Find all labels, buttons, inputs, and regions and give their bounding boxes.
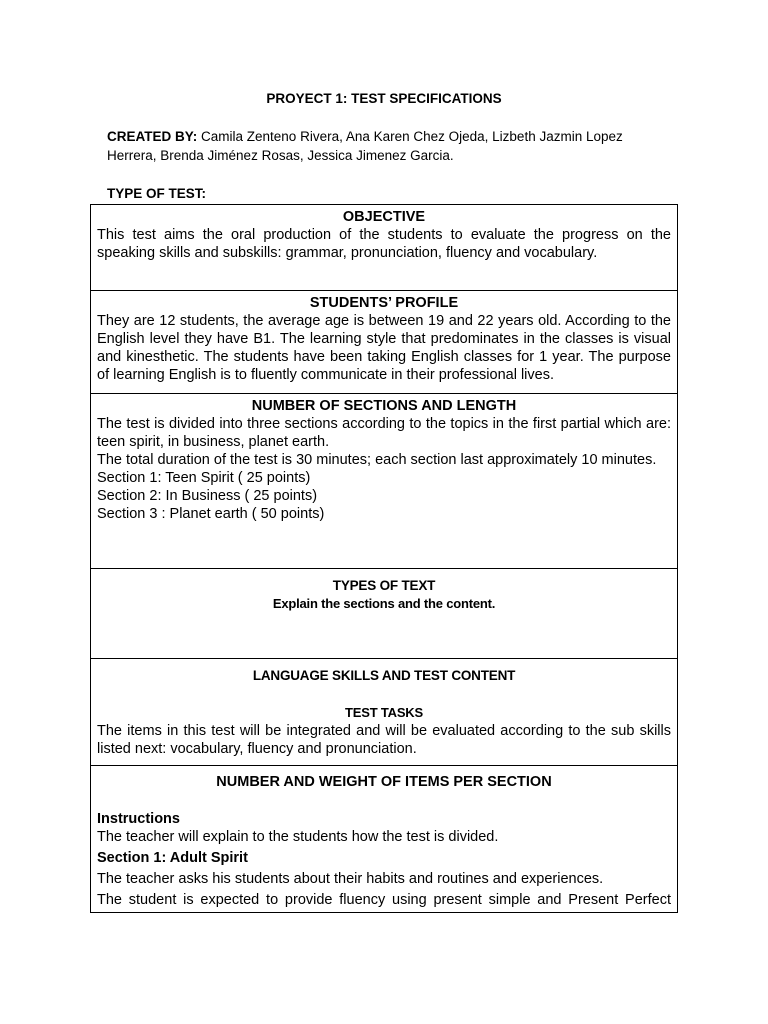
objective-heading: OBJECTIVE xyxy=(342,209,426,225)
objective-box xyxy=(90,204,678,291)
section1-text-1: The teacher asks his students about their habits and routines and experiences. xyxy=(97,871,604,887)
types-of-text-sub: Explain the sections and the content. xyxy=(272,596,496,611)
length-text-2: The total duration of the test is 30 minutes; each section last approximately 10 minutes. xyxy=(97,452,657,468)
instructions-text: The teacher will explain to the students how the test is divided. xyxy=(97,829,499,845)
types-of-text-box xyxy=(90,568,678,659)
profile-box xyxy=(90,290,678,394)
section1-label: Section 1: Adult Spirit xyxy=(97,850,248,866)
created-by-names: Camila Zenteno Rivera, Ana Karen Chez Ojeda, Lizbeth Jazmin Lopez Herrera, Brenda Jiménez Rosas, Jessica Jimenez Garcia. xyxy=(107,129,623,163)
profile-text: They are 12 students, the average age is between 19 and 22 years old. According to the English level they have B1. The learning style that predominates in the classes is visual and kinesthetic. The students have been taking English classes for 1 year. The purpose of learning English is to fluently communicate in their professional lives. xyxy=(97,313,671,383)
length-section-2: Section 2: In Business ( 25 points) xyxy=(97,488,318,504)
length-section-1: Section 1: Teen Spirit ( 25 points) xyxy=(97,470,311,486)
document-title: PROYECT 1: TEST SPECIFICATIONS xyxy=(266,91,502,106)
profile-heading: STUDENTS’ PROFILE xyxy=(309,295,459,311)
length-text-1: The test is divided into three sections according to the topics in the first partial which are: teen spirit, in business, planet earth. xyxy=(97,416,671,450)
weight-heading: NUMBER AND WEIGHT OF ITEMS PER SECTION xyxy=(216,774,552,790)
test-tasks-heading: TEST TASKS xyxy=(345,705,423,720)
instructions-label: Instructions xyxy=(97,811,180,827)
section1-text-2: The student is expected to provide fluency using present simple and Present Perfect xyxy=(97,892,671,908)
skills-text: The items in this test will be integrated and will be evaluated according to the sub skills listed next: vocabulary, fluency and pronunciation. xyxy=(97,723,671,757)
length-box xyxy=(90,393,678,569)
skills-heading: LANGUAGE SKILLS AND TEST CONTENT xyxy=(252,668,516,683)
type-of-test-label: TYPE OF TEST: xyxy=(107,186,207,201)
weight-box xyxy=(90,765,678,913)
objective-text: This test aims the oral production of the students to evaluate the progress on the speaking skills and subskills: grammar, pronunciation, fluency and vocabulary. xyxy=(97,227,671,261)
skills-box xyxy=(90,658,678,766)
created-by xyxy=(107,127,667,165)
length-heading: NUMBER OF SECTIONS AND LENGTH xyxy=(251,398,517,414)
types-of-text-heading: TYPES OF TEXT xyxy=(332,578,436,593)
length-section-3: Section 3 : Planet earth ( 50 points) xyxy=(97,506,325,522)
created-by-label: CREATED BY: xyxy=(107,129,198,144)
